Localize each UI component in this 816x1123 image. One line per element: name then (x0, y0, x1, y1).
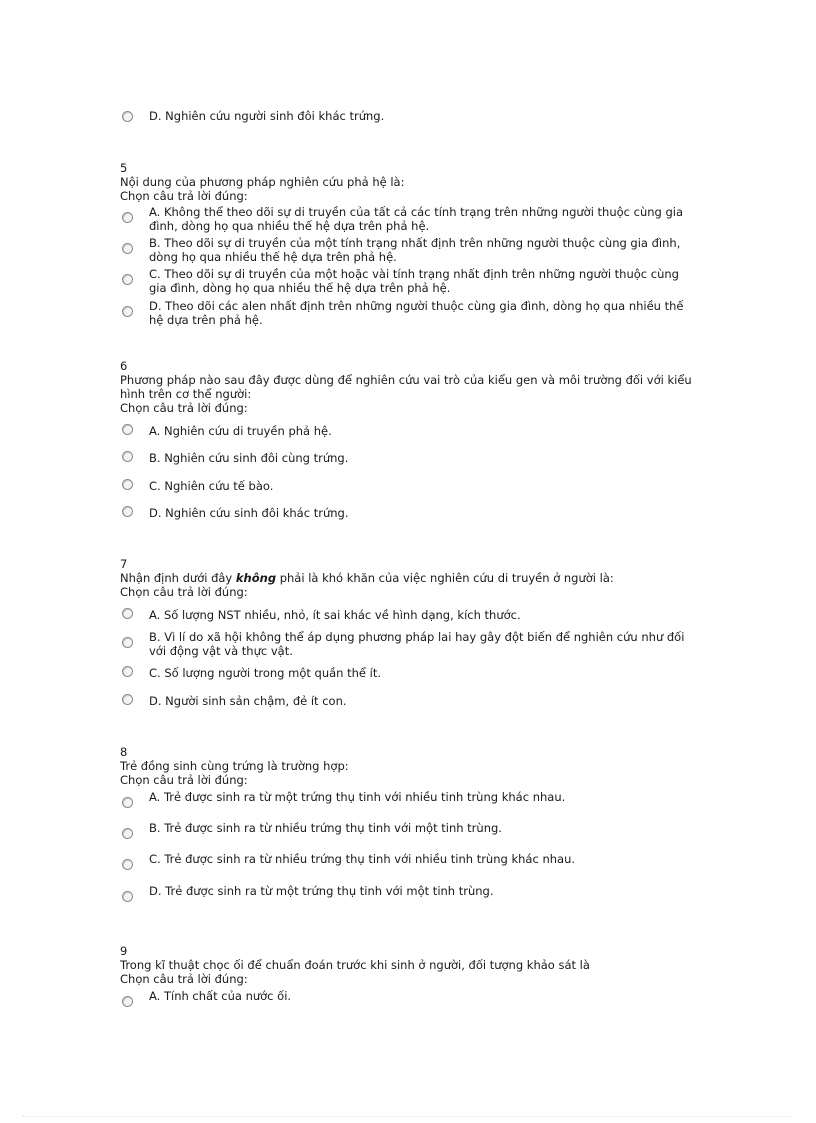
radio-icon[interactable] (122, 274, 133, 285)
option-label: A. Số lượng NST nhiều, nhỏ, ít sai khác về hình dạng, kích thước. (149, 608, 521, 622)
answer-prompt: Chọn câu trả lời đúng: (120, 189, 248, 203)
question-text: Phương pháp nào sau đây được dùng để nghiên cứu vai trò của kiểu gen và môi trường đối với kiểu (120, 373, 692, 387)
option-label: B. Vì lí do xã hội không thể áp dụng phương pháp lai hay gây đột biến để nghiên cứu như đối với động vật và thực vật. (149, 630, 685, 658)
radio-icon[interactable] (122, 506, 133, 517)
radio-icon[interactable] (122, 212, 133, 223)
radio-icon[interactable] (122, 859, 133, 870)
question-number: 8 (120, 745, 128, 759)
answer-prompt: Chọn câu trả lời đúng: (120, 401, 248, 415)
question-number: 6 (120, 359, 128, 373)
radio-icon[interactable] (122, 306, 133, 317)
option-label: C. Số lượng người trong một quần thể ít. (149, 666, 381, 680)
option-label: A. Tính chất của nước ối. (149, 989, 292, 1003)
question-number: 9 (120, 944, 128, 958)
radio-icon[interactable] (122, 111, 133, 122)
radio-icon[interactable] (122, 797, 133, 808)
radio-icon[interactable] (122, 666, 133, 677)
option-label: D. Theo dõi các alen nhất định trên những người thuộc cùng gia đình, dòng họ qua nhiều thế hệ dựa trên phả hệ. (149, 299, 684, 327)
answer-prompt: Chọn câu trả lời đúng: (120, 585, 248, 599)
radio-icon[interactable] (122, 828, 133, 839)
question-text: Nội dung của phương pháp nghiên cứu phả hệ là: (120, 175, 405, 189)
option-label: D. Người sinh sản chậm, đẻ ít con. (149, 694, 347, 708)
radio-icon[interactable] (122, 694, 133, 705)
option-label: A. Trẻ được sinh ra từ một trứng thụ tinh với nhiều tinh trùng khác nhau. (149, 790, 566, 804)
question-text-part: Nhận định dưới đây (120, 571, 236, 585)
option-label: D. Trẻ được sinh ra từ một trứng thụ tinh với một tinh trùng. (149, 884, 494, 898)
option-label: D. Nghiên cứu người sinh đôi khác trứng. (149, 109, 385, 123)
question-text-part: phải là khó khăn của việc nghiên cứu di truyền ở người là: (276, 571, 614, 585)
option-label: B. Trẻ được sinh ra từ nhiều trứng thụ tinh với một tinh trùng. (149, 821, 502, 835)
option-label: C. Theo dõi sự di truyền của một hoặc vài tính trạng nhất định trên những người thuộc cùng gia đình, dòng họ qua nhiều thế hệ dựa trên phả hệ. (149, 267, 679, 295)
option-label: A. Không thể theo dõi sự di truyền của tất cả các tính trạng trên những người thuộc cùng gia đình, dòng họ qua nhiều thế hệ dựa trên phả hệ. (149, 205, 684, 233)
radio-icon[interactable] (122, 996, 133, 1007)
option-label: D. Nghiên cứu sinh đôi khác trứng. (149, 506, 349, 520)
radio-icon[interactable] (122, 608, 133, 619)
answer-prompt: Chọn câu trả lời đúng: (120, 972, 248, 986)
question-emphasis: không (235, 571, 277, 585)
radio-icon[interactable] (122, 243, 133, 254)
question-text: Trẻ đồng sinh cùng trứng là trường hợp: (120, 759, 349, 773)
radio-icon[interactable] (122, 451, 133, 462)
option-label: C. Nghiên cứu tế bào. (149, 479, 274, 493)
question-number: 5 (120, 161, 128, 175)
question-text-continued: hình trên cơ thể người: (120, 387, 252, 401)
question-number: 7 (120, 557, 128, 571)
radio-icon[interactable] (122, 424, 133, 435)
page-bottom-divider (22, 1116, 794, 1117)
answer-prompt: Chọn câu trả lời đúng: (120, 773, 248, 787)
option-label: B. Theo dõi sự di truyền của một tính trạng nhất định trên những người thuộc cùng gia đình, dòng họ qua nhiều thế hệ dựa trên phả hệ. (149, 236, 681, 264)
radio-icon[interactable] (122, 891, 133, 902)
option-label: A. Nghiên cứu di truyền phả hệ. (149, 424, 332, 438)
radio-icon[interactable] (122, 637, 133, 648)
option-label: C. Trẻ được sinh ra từ nhiều trứng thụ tinh với nhiều tinh trùng khác nhau. (149, 852, 576, 866)
question-text: Trong kĩ thuật chọc ối để chuẩn đoán trước khi sinh ở người, đối tượng khảo sát là (120, 958, 590, 972)
radio-icon[interactable] (122, 479, 133, 490)
question-text (120, 571, 614, 585)
option-label: B. Nghiên cứu sinh đôi cùng trứng. (149, 451, 349, 465)
